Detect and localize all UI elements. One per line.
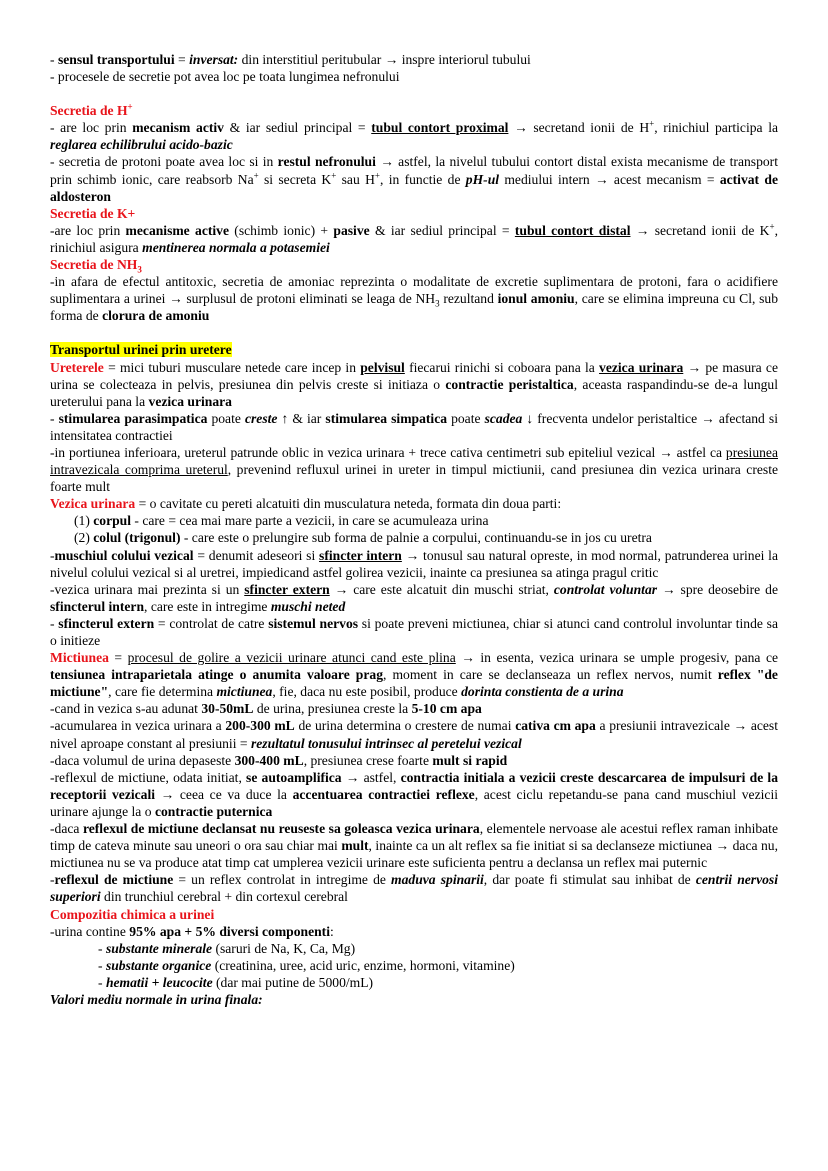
- paragraph: -muschiul colului vezical = denumit adeseori si sfincter intern → tonusul sau natural opreste, in mod normal, patrunderea urinei la nivelul colului vezical si al uretrei, impiedicand astfel golirea vezicii, inainte ca presiunea sa atinga pragul critic: [50, 547, 778, 580]
- paragraph: -daca reflexul de mictiune declansat nu reuseste sa goleasca vezica urinara, elementele nervoase ale acestui reflex raman inhibate timp de cateva minute sau uneori o ora sau chiar mai mult, inainte ca un alt reflex sa fie initiat si sa declanseze mictiunea → daca nu, mictiunea nu se va produce atat timp cat umplerea vezicii urinare este suficienta pentru a declansa un reflex mai puternic: [50, 821, 778, 871]
- paragraph: Vezica urinara = o cavitate cu pereti alcatuiti din musculatura neteda, formata din doua parti:: [50, 496, 562, 512]
- paragraph: Mictiunea = procesul de golire a vezicii urinare atunci cand este plina → in esenta, vezica urinara se umple progesiv, pana ce tensiunea intraparietala atinge o anumita valoare prag, moment in care se declanseaza un reflex nervos, numit reflex "de mictiune", care fie determina mictiunea, fie, daca nu este posibil, produce dorinta constienta de a urina: [50, 650, 779, 700]
- list-item: - hematii + leucocite (dar mai putine de 5000/mL): [98, 974, 374, 990]
- paragraph: -cand in vezica s-au adunat 30-50mL de urina, presiunea creste la 5-10 cm apa: [50, 701, 482, 717]
- paragraph: -daca volumul de urina depaseste 300-400 mL, presiunea crese foarte mult si rapid: [50, 752, 508, 768]
- text-line: - procesele de secretie pot avea loc pe toata lungimea nefronului: [50, 69, 400, 85]
- section-heading-secretia-k: Secretia de K+: [50, 205, 136, 221]
- paragraph: -in portiunea inferioara, ureterul patrunde oblic in vezica urinara + trece cativa centimetri sub epiteliul vezical → astfel ca presiunea intravezicala comprima ureterul, prevenind refluxul urinei in ureter in timpul mictiunii, cand presiunea din vezica urinara creste foarte mult: [50, 444, 778, 495]
- paragraph: -reflexul de mictiune, odata initiat, se autoamplifica → astfel, contractia initiala a vezicii creste descarcarea de impulsuri de la receptorii vezicali → ceea ce va duce la accentuarea contractiei reflexe, acest ciclu repetandu-se pana cand muschiul vezicii urinare ajunge la o contractie puternica: [50, 769, 778, 819]
- paragraph: -vezica urinara mai prezinta si un sfincter extern → care este alcatuit din muschi striat, controlat voluntar → spre deosebire de sfincterul intern, care este in intregime muschi neted: [50, 581, 778, 614]
- paragraph: Valori mediu normale in urina finala:: [50, 991, 263, 1007]
- paragraph: - stimularea parasimpatica poate creste ↑ & iar stimularea simpatica poate scadea ↓ frecventa undelor peristaltice → afectand si intensitatea contractiei: [50, 410, 778, 443]
- section-heading-compozitia: Compozitia chimica a urinei: [50, 906, 215, 922]
- section-heading-secretia-h: Secretia de H+: [50, 101, 133, 119]
- list-item: (1) corpul - care = cea mai mare parte a vezicii, in care se acumuleaza urina: [74, 513, 489, 529]
- paragraph: - sfincterul extern = controlat de catre sistemul nervos si poate preveni mictiunea, chiar si atunci cand controlul involuntar tinde sa o initieze: [50, 615, 778, 648]
- paragraph: - are loc prin mecanism activ & iar sediul principal = tubul contort proximal → secretand ionii de H+, rinichiul participa la reglarea echilibrului acido-bazic: [50, 118, 779, 153]
- list-item: - substante organice (creatinina, uree, acid uric, enzime, hormoni, vitamine): [98, 957, 515, 973]
- section-heading-transport: Transportul urinei prin uretere: [50, 342, 232, 358]
- list-item: (2) colul (trigonul) - care este o prelungire sub forma de palnie a corpului, continuandu-se in jos cu uretra: [74, 530, 652, 546]
- section-heading-secretia-nh3: Secretia de $NH_3$: [50, 257, 142, 275]
- paragraph: - secretia de protoni poate avea loc si in restul nefronului → astfel, la nivelul tubului contort distal exista mecanisme de transport prin schimb ionic, care reabsorb Na+ si secreta K+ sau H+, in functie de pH-ul mediului intern → acest mecanism = activat de aldosteron: [50, 154, 778, 204]
- list-item: - substante minerale (saruri de Na, K, Ca, Mg): [98, 940, 356, 956]
- paragraph: -in afara de efectul antitoxic, secretia de amoniac reprezinta o modalitate de excretie suplimentara de protoni, fara o acidifiere suplimentara a urinei → surplusul de protoni eliminati se leaga de $NH_3$ rezultand ionul amoniu, care se elimina impreuna cu Cl, sub forma de clorura de amoniu: [50, 274, 778, 324]
- paragraph: -reflexul de mictiune = un reflex controlat in intregime de maduva spinarii, dar poate fi stimulat sau inhibat de centrii nervosi superiori din trunchiul cerebral + din cortexul cerebral: [50, 872, 778, 905]
- text-line: - sensul transportului = inversat: din interstitiul peritubular → inspre interiorul tubului: [50, 52, 531, 67]
- paragraph: -acumularea in vezica urinara a 200-300 mL de urina determina o crestere de numai cativa cm apa a presiunii intravezicale → acest nivel aproape constant al presiunii = rezultatul tonusului intrinsec al peretelui vezical: [50, 718, 778, 751]
- paragraph: Ureterele = mici tuburi musculare netede care incep in pelvisul fiecarui rinichi si coboara pana la vezica urinara → pe masura ce urina se colecteaza in pelvis, presiunea din pelvis creste si initiaza o contractie peristaltica, aceasta raspandindu-se de-a lungul ureterului pana la vezica urinara: [50, 359, 778, 409]
- paragraph: -urina contine 95% apa + 5% diversi componenti:: [50, 923, 334, 939]
- paragraph: -are loc prin mecanisme active (schimb ionic) + pasive & iar sediul principal = tubul contort distal → secretand ionii de K+, rinichiul asigura mentinerea normala a potasemiei: [50, 221, 778, 255]
